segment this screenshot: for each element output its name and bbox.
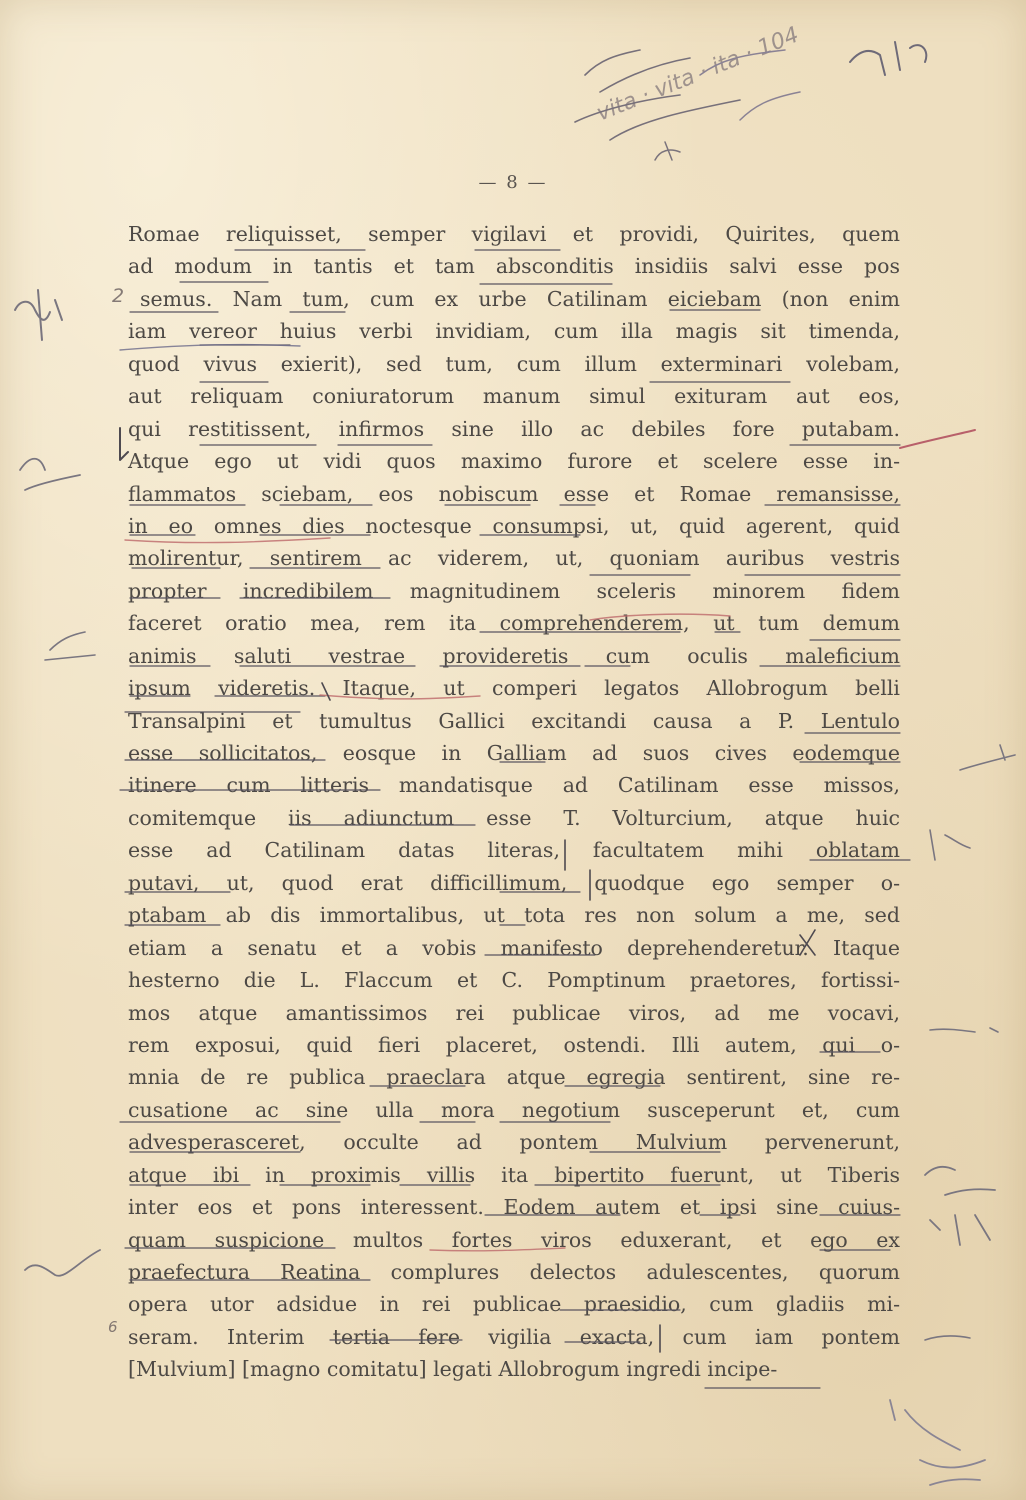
text-line: semus. Nam tum, cum ex urbe Catilinam eiciebam (non enim [140, 286, 900, 311]
right-margin-mark [930, 1028, 998, 1032]
text-line: mnia de re publica praeclara atque egregia sentirent, sine re- [128, 1065, 900, 1090]
text-underline [130, 505, 900, 640]
text-line: quod vivus exierit), sed tum, cum illum exterminari volebam, [128, 351, 900, 376]
text-line: etiam a senatu et a vobis manifesto deprehenderetur. Itaque [128, 935, 900, 960]
margin-line-number: 2 [112, 285, 125, 307]
text-line: flammatos sciebam, eos nobiscum esse et Romae remansisse, [128, 481, 900, 506]
top-scribble-strokes [850, 42, 926, 75]
margin-line-number: 6 [108, 1318, 118, 1336]
left-margin-mark [45, 632, 95, 660]
text-line: ad modum in tantis et tam absconditis insidiis salvi esse pos [128, 254, 900, 279]
text-underline [130, 250, 900, 445]
text-line: rem exposui, quid fieri placeret, ostendi. Illi autem, qui o- [128, 1032, 900, 1057]
top-scribble-strokes [700, 50, 800, 120]
text-line: praefectura Reatina complures delectos adulescentes, quorum [128, 1260, 900, 1284]
text-line: qui restitissent, infirmos sine illo ac debiles fore putabam. [128, 416, 900, 441]
text-line: opera utor adsidue in rei publicae praesidio, cum gladiis mi- [128, 1292, 900, 1317]
text-line: hesterno die L. Flaccum et C. Pomptinum praetores, fortissi- [128, 968, 900, 993]
text-line: animis saluti vestrae provideretis cum oculis maleficium [128, 643, 900, 668]
text-line: comitemque iis adiunctum esse T. Volturcium, atque huic [128, 805, 900, 830]
blue-pencil-mark [120, 345, 300, 350]
right-margin-mark [925, 1336, 970, 1340]
text-underline [120, 892, 880, 1185]
text-line: itinere cum litteris mandatisque ad Catilinam esse missos, [128, 773, 900, 798]
top-scribble-strokes [575, 50, 740, 140]
text-line: esse sollicitatos, eosque in Galliam ad suos cives eodemque [128, 741, 900, 765]
left-margin-mark [15, 290, 62, 340]
text-line: ptabam ab dis immortalibus, ut tota res non solum a me, sed [128, 903, 900, 928]
text-line: mos atque amantissimos rei publicae viros, ad me vocavi, [128, 1000, 900, 1025]
right-margin-mark [930, 830, 970, 860]
text-line: Romae reliquisset, semper vigilavi et providi, Quirites, quem [128, 222, 900, 246]
text-line: propter incredibilem magnitudinem sceleris minorem fidem [128, 578, 900, 603]
text-line: iam vereor huius verbi invidiam, cum illa magis sit timenda, [128, 319, 900, 344]
text-line: cusatione ac sine ulla mora negotium susceperunt et, cum [128, 1097, 900, 1122]
insertion-mark [322, 683, 815, 1352]
text-line: advesperasceret, occulte ad pontem Mulvium pervenerunt, [128, 1130, 900, 1155]
text-line: ipsum videretis. Itaque, ut comperi legatos Allobrogum belli [128, 676, 900, 701]
right-margin-mark [930, 1215, 990, 1245]
text-line: inter eos et pons interessent. Eodem autem et ipsi sine cuius- [128, 1195, 900, 1220]
text-line: quam suspicione multos fortes viros eduxerant, et ego ex [128, 1227, 900, 1252]
right-margin-mark [890, 1400, 985, 1485]
top-scribble-note: vita · vita · ita · 104 [593, 22, 803, 127]
text-line: [Mulvium] [magno comitatu] legati Allobrogum ingredi incipe- [128, 1357, 778, 1382]
left-margin-mark [25, 1250, 100, 1276]
text-line: esse ad Catilinam datas literas, facultatem mihi oblatam [128, 838, 900, 863]
right-margin-mark [925, 1167, 995, 1195]
top-scribble-strokes [655, 142, 680, 160]
right-margin-mark [960, 745, 1015, 770]
text-line: atque ibi in proximis villis ita bipertito fuerunt, ut Tiberis [128, 1162, 900, 1187]
left-margin-arrow [120, 428, 128, 460]
text-line: putavi, ut, quod erat difficillimum, quodque ego semper o- [128, 870, 900, 895]
text-line: in eo omnes dies noctesque consumpsi, ut, quid agerent, quid [128, 513, 900, 538]
text-line: faceret oratio mea, rem ita comprehenderem, ut tum demum [128, 611, 900, 636]
red-pencil-mark [125, 538, 730, 1251]
text-line: seram. Interim tertia fere vigilia exacta, cum iam pontem [128, 1324, 900, 1349]
left-margin-mark [20, 459, 80, 490]
text-line: Atque ego ut vidi quos maximo furore et scelere esse in- [128, 449, 900, 474]
text-line: molirentur, sentirem ac viderem, ut, quoniam auribus vestris [128, 546, 900, 571]
text-line: Transalpini et tumultus Gallici excitandi causa a P. Lentulo [128, 708, 900, 733]
page-number: — 8 — [478, 172, 548, 193]
text-line: aut reliquam coniuratorum manum simul exituram aut eos, [128, 384, 900, 409]
text-underline [120, 666, 910, 860]
right-margin-mark [900, 430, 975, 448]
text-underline [125, 1185, 900, 1388]
